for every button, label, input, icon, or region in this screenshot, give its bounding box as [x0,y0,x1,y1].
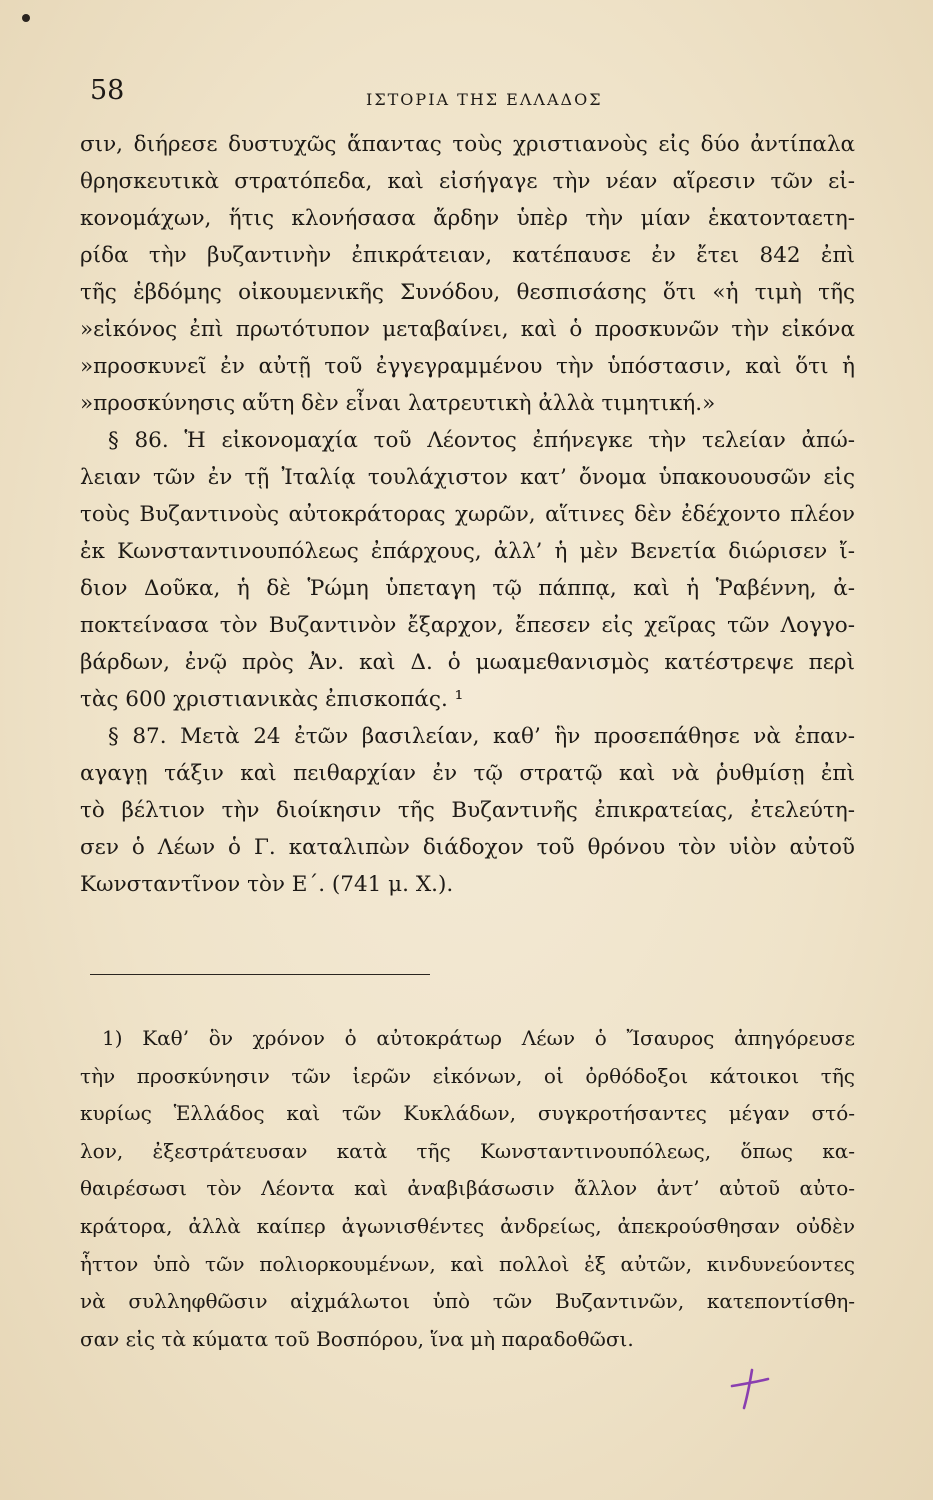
text-line: ρίδα τὴν βυζαντινὴν ἐπικράτειαν, κατέπαυσε ἐν ἔτει 842 ἐπὶ [80,243,855,268]
section-87-start: § 87. Μετὰ 24 ἐτῶν βασιλείαν, καθ’ ἣν προσεπάθησε νὰ ἐπαν- [108,724,855,749]
text-line: αγαγῃ τάξιν καὶ πειθαρχίαν ἐν τῷ στρατῷ καὶ νὰ ῥυθμίσῃ ἐπὶ [80,761,855,786]
footnote-line: θαιρέσωσι τὸν Λέοντα καὶ ἀναβιβάσωσιν ἄλλον ἀντ’ αὐτοῦ αὐτο- [80,1176,855,1201]
footnote-line: ἧττον ὑπὸ τῶν πολιορκουμένων, καὶ πολλοὶ ἐξ αὐτῶν, κινδυνεύοντες [80,1251,855,1276]
text-line: σιν, διήρεσε δυστυχῶς ἅπαντας τοὺς χριστιανοὺς εἰς δύο ἀντίπαλα [80,132,855,157]
text-line: »εἰκόνος ἐπὶ πρωτότυπον μεταβαίνει, καὶ ὁ προσκυνῶν τὴν εἰκόνα [80,317,855,342]
footnote-divider [90,974,430,975]
footnote-line: κράτορα, ἀλλὰ καίπερ ἀγωνισθέντες ἀνδρείως, ἀπεκρούσθησαν οὐδὲν [80,1213,855,1238]
text-line: ποκτείνασα τὸν Βυζαντινὸν ἔξαρχον, ἔπεσεν εἰς χεῖρας τῶν Λογγο- [80,613,855,638]
footnote-line: 1) Καθ’ ὃν χρόνον ὁ αὐτοκράτωρ Λέων ὁ Ἴσαυρος ἀπηγόρευσε [102,1026,855,1050]
footnote-line: κυρίως Ἑλλάδος καὶ τῶν Κυκλάδων, συγκροτήσαντες μέγαν στό- [80,1101,855,1126]
text-line: λειαν τῶν ἐν τῇ Ἰταλίᾳ τουλάχιστον κατ’ ὄνομα ὑπακουουσῶν εἰς [80,465,855,490]
running-title: ΙΣΤΟΡΙΑ ΤΗΣ ΕΛΛΑΔΟΣ [366,90,603,109]
page-number: 58 [90,75,125,106]
text-line: ἐκ Κωνσταντινουπόλεως ἐπάρχους, ἀλλ’ ἡ μὲν Βενετία διώρισεν ἴ- [80,539,855,564]
text-line: θρησκευτικὰ στρατόπεδα, καὶ εἰσήγαγε τὴν νέαν αἵρεσιν τῶν εἰ- [80,169,855,194]
footnote-line: λον, ἐξεστράτευσαν κατὰ τῆς Κωνσταντινουπόλεως, ὅπως κα- [80,1138,855,1163]
footnote-line: νὰ συλληφθῶσιν αἰχμάλωτοι ὑπὸ τῶν Βυζαντινῶν, κατεποντίσθη- [80,1289,855,1314]
text-line: σεν ὁ Λέων ὁ Γ. καταλιπὼν διάδοχον τοῦ θρόνου τὸν υἱὸν αὐτοῦ [80,835,855,860]
footnote-line: σαν εἰς τὰ κύματα τοῦ Βοσπόρου, ἵνα μὴ παραδοθῶσι. [80,1326,634,1351]
text-line: Κωνσταντῖνον τὸν Ε΄. (741 μ. Χ.). [80,872,454,897]
text-line: τοὺς Βυζαντινοὺς αὐτοκράτορας χωρῶν, αἵτινες δὲν ἐδέχοντο πλέον [80,502,855,527]
footnote-line: τὴν προσκύνησιν τῶν ἱερῶν εἰκόνων, οἱ ὀρθόδοξοι κάτοικοι τῆς [80,1063,855,1088]
section-86-start: § 86. Ἡ εἰκονομαχία τοῦ Λέοντος ἐπήνεγκε τὴν τελείαν ἀπώ- [108,428,855,453]
footnote [80,1020,855,1358]
cross-icon [728,1366,772,1410]
text-line: διον Δοῦκα, ἡ δὲ Ῥώμη ὑπεταγη τῷ πάππᾳ, καὶ ἡ Ῥαβέννη, ἀ- [80,576,855,601]
main-text [80,126,855,903]
page-header [90,76,850,116]
ink-dot [22,14,30,22]
text-line: »προσκυνεῖ ἐν αὐτῇ τοῦ ἐγγεγραμμένου τὴν ὑπόστασιν, καὶ ὅτι ἡ [80,354,855,379]
text-line: βάρδων, ἐνῷ πρὸς Ἀν. καὶ Δ. ὁ μωαμεθανισμὸς κατέστρεψε περὶ [80,650,855,675]
text-line: τὰς 600 χριστιανικὰς ἐπισκοπάς. ¹ [80,687,464,712]
text-line: τὸ βέλτιον τὴν διοίκησιν τῆς Βυζαντινῆς ἐπικρατείας, ἐτελεύτη- [80,798,855,823]
text-line: »προσκύνησις αὕτη δὲν εἶναι λατρευτικὴ ἀλλὰ τιμητική.» [80,391,716,416]
text-line: κονομάχων, ἥτις κλονήσασα ἄρδην ὑπὲρ τὴν μίαν ἑκατονταετη- [80,206,855,231]
text-line: τῆς ἑβδόμης οἰκουμενικῆς Συνόδου, θεσπισάσης ὅτι «ἡ τιμὴ τῆς [80,280,855,305]
